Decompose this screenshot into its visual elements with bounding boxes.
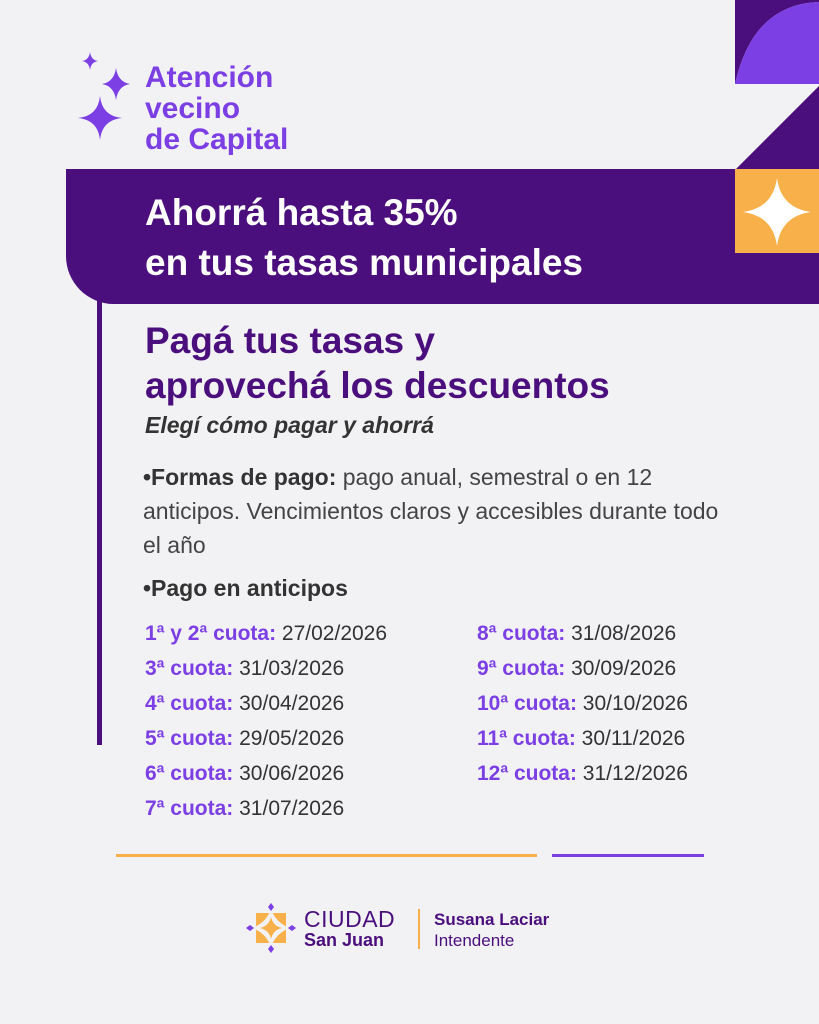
payment-forms-description: pago anual, semestral o en 12 anticipos. Vencimientos claros y accesibles durante todo el año <box>143 464 719 558</box>
installment-label: 5ª cuota: <box>145 727 234 750</box>
banner-text <box>145 188 583 288</box>
banner-line: Ahorrá hasta 35% <box>145 192 458 233</box>
section-heading <box>145 318 610 408</box>
installment-date: 30/04/2026 <box>233 692 345 715</box>
city-subname: San Juan <box>304 930 385 950</box>
installment-row <box>145 616 387 651</box>
installment-row <box>477 686 688 721</box>
payment-forms-text <box>143 460 733 562</box>
header-line: de Capital <box>145 123 289 156</box>
installment-row <box>477 721 688 756</box>
city-name: CIUDAD <box>304 906 396 932</box>
payment-forms-label: •Formas de pago: <box>143 464 337 490</box>
installment-date: 30/06/2026 <box>233 762 345 785</box>
installment-date: 31/08/2026 <box>565 622 677 645</box>
installment-label: 12ª cuota: <box>477 762 577 785</box>
header-line: Atención <box>145 61 274 94</box>
installment-date: 31/12/2026 <box>576 762 688 785</box>
installment-label: 10ª cuota: <box>477 692 577 715</box>
heading-line: Pagá tus tasas y <box>145 320 435 361</box>
decorative-shapes <box>735 0 819 170</box>
vertical-accent-line <box>97 296 102 745</box>
installment-row <box>477 651 688 686</box>
divider-orange <box>116 854 537 857</box>
installment-label: 7ª cuota: <box>145 797 234 820</box>
installment-row <box>145 686 387 721</box>
mayor-role: Intendente <box>434 931 515 950</box>
installment-row <box>477 616 688 651</box>
installment-row <box>145 651 387 686</box>
sparkle-icon <box>737 172 817 252</box>
installment-label: 8ª cuota: <box>477 622 566 645</box>
installment-row <box>145 721 387 756</box>
installment-label: 1ª y 2ª cuota: <box>145 622 277 645</box>
subheading: Elegí cómo pagar y ahorrá <box>145 412 434 438</box>
installment-label: 11ª cuota: <box>477 727 576 750</box>
installment-label: 9ª cuota: <box>477 657 566 680</box>
city-logo-icon <box>246 903 296 953</box>
banner-line: en tus tasas municipales <box>145 242 584 283</box>
installments-left-column <box>145 616 387 826</box>
installment-date: 30/10/2026 <box>576 692 688 715</box>
divider-purple <box>552 854 704 857</box>
sparkle-icon <box>76 50 136 142</box>
header-title <box>145 62 288 155</box>
installment-label: 3ª cuota: <box>145 657 234 680</box>
installment-row <box>477 756 688 791</box>
installment-label: 6ª cuota: <box>145 762 234 785</box>
installments-title: •Pago en anticipos <box>143 575 348 601</box>
footer-separator <box>418 909 420 949</box>
installment-date: 31/03/2026 <box>233 657 345 680</box>
installment-date: 30/09/2026 <box>565 657 677 680</box>
installment-date: 27/02/2026 <box>276 622 388 645</box>
installment-date: 30/11/2026 <box>575 727 686 750</box>
installment-date: 29/05/2026 <box>233 727 345 750</box>
installments-right-column <box>477 616 688 791</box>
heading-line: aprovechá los descuentos <box>145 365 610 406</box>
header-line: vecino <box>145 92 241 125</box>
installment-label: 4ª cuota: <box>145 692 234 715</box>
mayor-name: Susana Laciar <box>434 910 550 929</box>
installment-row <box>145 791 387 826</box>
installment-row <box>145 756 387 791</box>
installment-date: 31/07/2026 <box>233 797 345 820</box>
